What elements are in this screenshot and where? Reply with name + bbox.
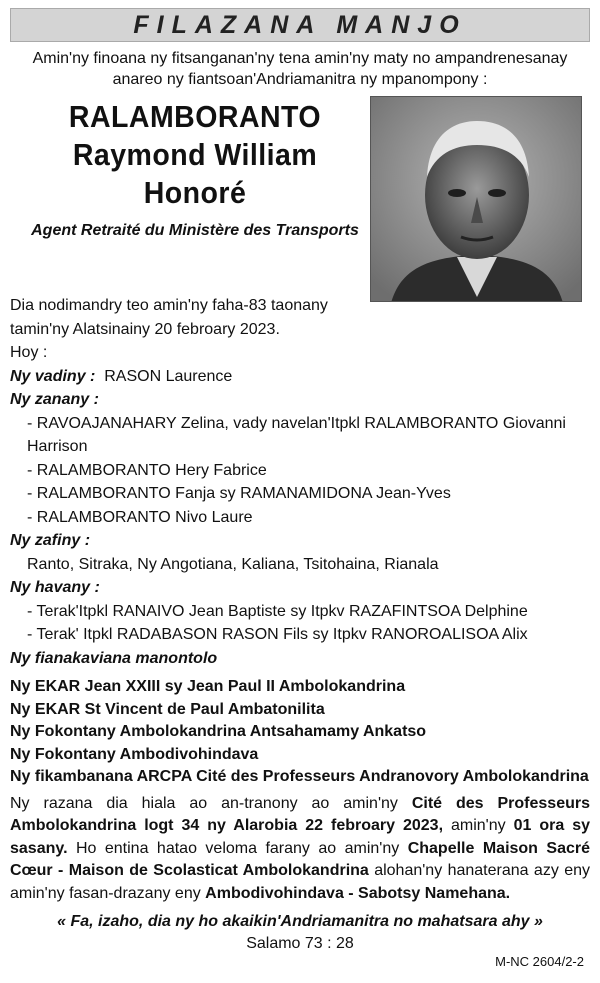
child-item: - RALAMBORANTO Nivo Laure <box>27 508 253 526</box>
death-line-2: tamin'ny Alatsinainy 20 febroary 2023. <box>10 320 280 338</box>
top-section <box>10 94 590 294</box>
grandchildren-list: Ranto, Sitraka, Ny Angotiana, Kaliana, Tsitohaina, Rianala <box>27 555 439 573</box>
deceased-given-name-1: Raymond William <box>72 137 318 172</box>
ad-code: M-NC 2604/2-2 <box>495 954 584 969</box>
organization-item: Ny Fokontany Ambolokandrina Antsahamamy Ankatso <box>10 723 427 740</box>
sibling-item: - Terak'Itpkl RANAIVO Jean Baptiste sy Itpkv RAZAFINTSOA Delphine <box>27 602 528 620</box>
deceased-given-name-2: Honoré <box>143 175 247 210</box>
siblings-label: Ny havany : <box>10 579 100 596</box>
bible-verse: « Fa, izaho, dia ny ho akaikin'Andriamanitra no mahatsara ahy » <box>57 913 543 930</box>
notice-title: FILAZANA MANJO <box>133 10 467 39</box>
organization-item: Ny fikambanana ARCPA Cité des Professeurs Andranovory Ambolokandrina <box>10 768 589 785</box>
header-banner <box>10 8 590 42</box>
burial-place: Ambodivohindava - Sabotsy Namehana. <box>205 884 511 902</box>
funeral-location: Cité des Professeurs Ambolokandrina logt 34 ny Alarobia 22 febroary 2023, <box>10 794 590 834</box>
child-item: - RAVOAJANAHARY Zelina, vady navelan'Itpkl RALAMBORANTO Giovanni <box>27 414 566 432</box>
funeral-text-1: Ny razana dia hiala ao an-tranony ao amin'ny <box>10 794 412 812</box>
funeral-text-3: Ho entina hatao veloma farany ao amin'ny <box>67 839 408 857</box>
deceased-surname: RALAMBORANTO <box>68 99 322 134</box>
organizations-list <box>10 676 590 789</box>
children-label: Ny zanany : <box>10 391 99 408</box>
intro-line-2: anareo ny fiantsoan'Andriamanitra ny mpanompony : <box>112 71 488 88</box>
funeral-text-2: amin'ny <box>443 817 514 834</box>
wife-row <box>10 365 590 389</box>
organization-item: Ny EKAR Jean XXIII sy Jean Paul II Ambolokandrina <box>10 678 406 695</box>
organization-item: Ny Fokontany Ambodivohindava <box>10 745 259 763</box>
organization-item: Ny EKAR St Vincent de Paul Ambatonilita <box>10 700 325 718</box>
verse-reference: Salamo 73 : 28 <box>246 935 354 952</box>
sibling-item: - Terak' Itpkl RADABASON RASON Fils sy Itpkv RANOROALISOA Alix <box>27 626 528 643</box>
deceased-portrait-photo <box>370 96 582 302</box>
extended-family-label: Ny fianakaviana manontolo <box>10 649 218 667</box>
funeral-text-4: alohan'ny hanaterana azy eny amin'ny fasan-drazany eny <box>10 862 590 902</box>
funeral-details <box>10 793 590 906</box>
funeral-time: 01 ora sy sasany. <box>10 817 591 857</box>
hoy-label: Hoy : <box>10 344 48 361</box>
wife-name: RASON Laurence <box>104 367 233 385</box>
grandchildren-label: Ny zafiny : <box>10 532 91 549</box>
intro-line-1: Amin'ny finoana ny fitsanganan'ny tena amin'ny maty no ampandrenesanay <box>32 50 568 67</box>
child-item: - RALAMBORANTO Fanja sy RAMANAMIDONA Jean-Yves <box>27 485 451 502</box>
intro-text <box>10 48 590 90</box>
child-item: Harrison <box>27 438 88 455</box>
deceased-position: Agent Retraité du Ministère des Transports <box>31 222 359 239</box>
portrait-image <box>371 97 582 302</box>
wife-label: Ny vadiny : <box>10 367 96 385</box>
funeral-chapel: Chapelle Maison Sacré Cœur - Maison de Scolasticat Ambolokandrina <box>10 839 591 879</box>
body-text <box>10 294 590 670</box>
death-line-1: Dia nodimandry teo amin'ny faha-83 taonany <box>10 297 328 314</box>
deceased-name-block <box>10 98 380 240</box>
child-item: - RALAMBORANTO Hery Fabrice <box>27 461 267 479</box>
